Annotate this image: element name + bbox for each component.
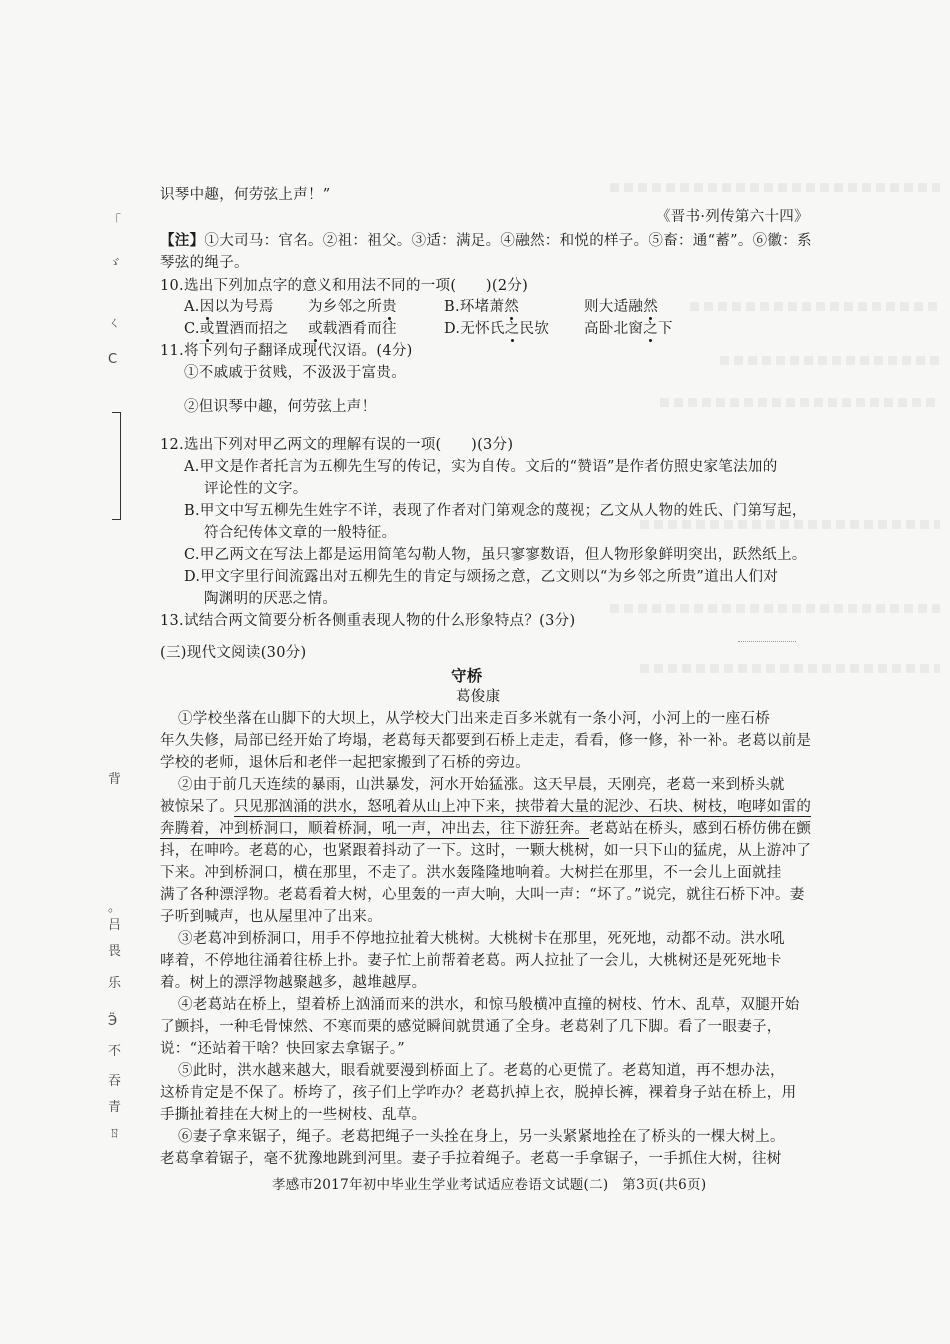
margin-mark: 。 — [108, 900, 122, 915]
paragraph-line: 下来。冲到桥洞口，横在那里，不走了。洪水轰隆隆地响着。大树拦在那里，不一会儿上面就挂 — [160, 865, 782, 881]
question-13: 13.试结合两文简要分析各侧重表现人物的什么形象特点？(3分) — [160, 613, 576, 629]
margin-mark: 背 — [108, 772, 122, 787]
bleed-through — [720, 356, 940, 365]
paragraph-line — [160, 798, 811, 816]
bleed-through — [610, 183, 940, 192]
bleed-through — [690, 302, 940, 311]
option-a-cont: 评论性的文字。 — [204, 481, 308, 497]
answer-line — [738, 641, 796, 642]
note-text: ①大司马：官名。②祖：祖父。③适：满足。④融然：和悦的样子。⑤畜：通“蓄”。⑥徽：系 — [204, 233, 812, 249]
paragraph-line: 子听到喊声，也从屋里冲了出来。 — [160, 909, 382, 925]
paragraph-line: ④老葛站在桥上，望着桥上汹涌而来的洪水，和惊马般横冲直撞的树枝、竹木、乱草，双腿开始 — [178, 997, 800, 1013]
binding-bracket — [112, 412, 121, 520]
underlined-text: 奔腾着，冲到桥洞口，顺着桥洞，吼一声，冲出去，往下游狂奔。 — [160, 821, 590, 837]
option-a — [184, 298, 274, 316]
paragraph-line: 这桥肯定是不保了。桥垮了，孩子们上学咋办？老葛扒掉上衣，脱掉长裤，裸着身子站在桥上，用 — [160, 1085, 797, 1101]
option-b-2 — [584, 298, 658, 316]
margin-mark: ゞ — [108, 256, 122, 271]
dotted-char: 之 — [643, 321, 659, 337]
translate-item-1: ①不戚戚于贫贱，不汲汲于富贵。 — [184, 365, 406, 381]
question-12: 12.选出下列对甲乙两文的理解有误的一项( )(3分) — [160, 437, 514, 453]
dotted-char: 然 — [504, 299, 520, 315]
option-b — [444, 298, 519, 316]
margin-mark: Ӭ — [108, 1014, 118, 1029]
paragraph-line: 着。树上的漂浮物越聚越多，越堆越厚。 — [160, 975, 427, 991]
option-label: A. — [184, 299, 200, 315]
option-text: 为乡邻之所 — [308, 299, 382, 315]
annotation-line — [160, 232, 812, 250]
section-heading: (三)现代文阅读(30分) — [160, 645, 307, 661]
option-text: 以为号焉 — [214, 299, 274, 315]
dotted-char: 贵 — [382, 299, 397, 315]
paragraph-line: ⑤此时，洪水越来越大，眼看就要漫到桥面上了。老葛的心更慌了。老葛知道，再不想办法， — [178, 1063, 785, 1079]
bleed-through — [660, 398, 940, 407]
margin-mark: 吞 — [108, 1074, 122, 1089]
option-d: D.甲文字里行间流露出对五柳先生的肯定与颂扬之意，乙文则以“为乡邻之所贵”道出人们对 — [184, 569, 779, 585]
dotted-char: 或 — [308, 321, 323, 337]
margin-mark: 青 — [108, 1100, 122, 1115]
option-text: 则大适融 — [584, 299, 644, 315]
bleed-through — [610, 604, 940, 613]
paragraph-line: 年久失修，局部已经开始了垮塌，老葛每天都要到石桥上走走，看看，修一修，补一补。老葛以前是 — [160, 733, 812, 749]
option-b-cont: 符合纪传体文章的一般特征。 — [204, 525, 397, 541]
paragraph-line: ②由于前几天连续的暴雨，山洪暴发，河水开始猛涨。这天早晨，天刚亮，老葛一来到桥头就 — [178, 777, 785, 793]
paragraph-line: 手撕扯着挂在大树上的一些树枝、乱草。 — [160, 1107, 427, 1123]
plain-text: 被惊呆了。 — [160, 799, 234, 815]
paragraph-line: 了颤抖，一种毛骨悚然、不寒而栗的感觉瞬间就贯通了全身。老葛剁了几下脚。看了一眼妻子， — [160, 1019, 782, 1035]
paragraph-line: 说：“还站着干啥？快回家去拿锯子。” — [160, 1041, 405, 1057]
source-citation: 《晋书·列传第六十四》 — [656, 209, 809, 225]
margin-mark: ㄖ — [108, 1126, 122, 1141]
question-11: 11.将下列句子翻译成现代汉语。(4分) — [160, 343, 413, 359]
question-10: 10.选出下列加点字的意义和用法不同的一项( )(2分) — [160, 278, 529, 294]
margin-mark: C — [108, 352, 118, 367]
option-text: B.环堵萧 — [444, 299, 505, 315]
option-label: C. — [184, 321, 200, 337]
option-text: D.无怀氏 — [444, 321, 505, 337]
story-author: 葛俊康 — [456, 689, 501, 705]
paragraph-line: 抖，在呻吟。老葛的心，也紧跟着抖动了一下。这时，一颗大桃树，如一只下山的猛虎，从上游冲了 — [160, 843, 812, 859]
margin-mark: 不 — [108, 1044, 122, 1059]
paragraph-line: ③老葛冲到桥洞口，用手不停地拉扯着大桃树。大桃树卡在那里，死死地，动都不动。洪水吼 — [178, 931, 785, 947]
translate-item-2: ②但识琴中趣，何劳弦上声！ — [184, 399, 377, 415]
paragraph-line: ⑥妻子拿来锯子，绳子。老葛把绳子一头拴在身上，另一头紧紧地拴在了桥头的一棵大树上。 — [178, 1129, 785, 1145]
option-a: A.甲文是作者托言为五柳先生写的传记，实为自传。文后的“赞语”是作者仿照史家笔法加的 — [184, 459, 778, 475]
option-text: 载酒肴而往 — [322, 321, 397, 337]
bleed-through — [640, 664, 940, 673]
option-text: 高卧北窗 — [584, 321, 644, 337]
page-footer: 孝感市2017年初中毕业生学业考试适应卷语文试题(二) 第3页(共6页) — [272, 1177, 707, 1193]
option-a-2 — [308, 298, 397, 316]
option-d-cont: 陶渊明的厌恶之情。 — [204, 591, 338, 607]
paragraph-line: 学校的老师，退休后和老伴一起把家搬到了石桥的旁边。 — [160, 755, 530, 771]
plain-text: 老葛站在桥头，感到石桥仿佛在颤 — [589, 821, 812, 837]
option-d-2 — [584, 320, 673, 338]
dotted-char: 然 — [643, 299, 659, 315]
dotted-char: 或 — [199, 321, 215, 337]
story-title: 守桥 — [451, 666, 483, 685]
option-text: 置酒而招之 — [214, 321, 289, 337]
margin-mark: 畏 — [108, 944, 122, 959]
dotted-char: 之 — [504, 321, 520, 337]
margin-mark: 乐 — [108, 976, 122, 991]
option-text: 下 — [658, 321, 673, 337]
margin-mark: 「 — [108, 214, 122, 229]
option-c-2 — [308, 320, 397, 338]
paragraph-line: 满了各种漂浮物。老葛看着大树，心里轰的一声大响，大叫一声：“坏了。”说完，就往石桥下冲。妻 — [160, 887, 805, 903]
annotation-line: 琴弦的绳子。 — [160, 255, 249, 271]
option-c: C.甲乙两文在写法上都是运用简笔勾勒人物，虽只寥寥数语，但人物形象鲜明突出，跃然纸上。 — [184, 547, 807, 563]
paragraph-line: 老葛拿着锯子，毫不犹豫地跳到河里。妻子手拉着绳子。老葛一手拿锯子，一手抓住大树，往树 — [160, 1151, 782, 1167]
paragraph-line: 哮着，不停地往涌着往桥上扑。妻子忙上前帮着老葛。两人拉扯了一会儿，大桃树还是死死地卡 — [160, 953, 782, 969]
paragraph-line: ①学校坐落在山脚下的大坝上，从学校大门出来走百多米就有一条小河，小河上的一座石桥 — [178, 711, 770, 727]
option-b: B.甲文中写五柳先生姓字不详，表现了作者对门第观念的蔑视；乙文从人物的姓氏、门第写起， — [184, 503, 807, 519]
margin-mark: ㄑ — [108, 316, 122, 331]
note-label: 【注】 — [160, 232, 205, 249]
bleed-through — [640, 520, 940, 529]
option-c — [184, 320, 289, 338]
option-text: 民欤 — [519, 321, 550, 337]
underlined-text: 只见那汹涌的洪水，怒吼着从山上冲下来，挟带着大量的泥沙、石块、树枝，咆哮如雷的 — [234, 799, 812, 815]
dotted-char: 因 — [199, 299, 215, 315]
paragraph-line — [160, 820, 811, 838]
margin-mark: 吕 — [108, 918, 122, 933]
text-line: 识琴中趣，何劳弦上声！” — [160, 187, 331, 203]
option-d — [444, 320, 549, 338]
